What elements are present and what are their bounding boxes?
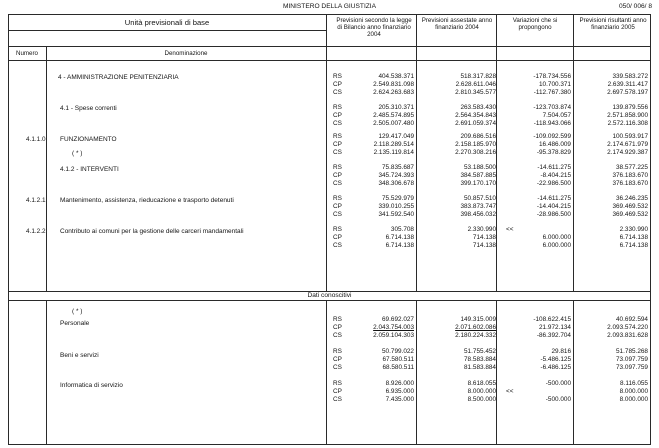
row-type: CP bbox=[333, 324, 342, 331]
row-denominazione: Beni e servizi bbox=[60, 352, 99, 359]
row-c3: -500.000 bbox=[545, 396, 571, 403]
row-type: CP bbox=[333, 388, 342, 395]
row-type: CS bbox=[333, 89, 342, 96]
row-c4: 2.639.311.417 bbox=[607, 81, 648, 88]
row-c3: 6.000.000 bbox=[542, 242, 571, 249]
col3-header: Variazioni che si propongono bbox=[512, 17, 558, 32]
row-c2: 8.500.000 bbox=[467, 396, 496, 403]
page-title: MINISTERO DELLA GIUSTIZIA bbox=[282, 3, 377, 10]
row-type: RS bbox=[333, 316, 342, 323]
row-c3: 6.000.000 bbox=[542, 234, 571, 241]
row-c1: 2.485.574.895 bbox=[373, 112, 414, 119]
denominazione-header: Denominazione bbox=[164, 50, 208, 57]
row-denominazione: 4.1.2 - INTERVENTI bbox=[60, 166, 119, 173]
row-c3: -109.092.599 bbox=[533, 133, 571, 140]
row-c3-marker: << bbox=[506, 226, 514, 233]
row-c3: -5.486.125 bbox=[540, 356, 571, 363]
row-c2: 2.180.224.332 bbox=[455, 332, 496, 339]
row-c4: 369.469.532 bbox=[612, 211, 648, 218]
row-note-marker: ( * ) bbox=[72, 150, 83, 157]
row-c1: 67.580.511 bbox=[382, 356, 414, 363]
col-divider-types bbox=[326, 14, 327, 291]
row-type: RS bbox=[333, 164, 342, 171]
row-c4: 376.183.670 bbox=[612, 172, 648, 179]
row-c4: 139.879.556 bbox=[612, 104, 648, 111]
dati-conoscitivi-heading: Dati conoscitivi bbox=[307, 292, 352, 299]
row-c1: 345.724.393 bbox=[378, 172, 414, 179]
col-divider-types-lower bbox=[326, 300, 327, 445]
row-c1: 8.926.000 bbox=[385, 380, 414, 387]
row-numero: 4.1.1.0 bbox=[26, 136, 46, 143]
row-c4: 8.116.055 bbox=[620, 380, 648, 387]
row-c4: 2.174.929.387 bbox=[607, 149, 648, 156]
row-type: CS bbox=[333, 364, 342, 371]
row-c3: -14.611.275 bbox=[537, 164, 571, 171]
row-denominazione: Mantenimento, assistenza, rieducazione e trasporto detenuti bbox=[60, 197, 234, 204]
row-denominazione: Informatica di servizio bbox=[60, 382, 123, 389]
row-c4: 36.246.235 bbox=[616, 195, 648, 202]
page-reference: 050/ 006/ 8 bbox=[619, 3, 652, 10]
row-c4: 73.097.759 bbox=[616, 356, 648, 363]
row-type: CP bbox=[333, 112, 342, 119]
unita-divider-line bbox=[8, 30, 326, 31]
row-c4: 339.583.272 bbox=[612, 73, 648, 80]
row-c1: 2.505.007.480 bbox=[373, 120, 414, 127]
row-type: CS bbox=[333, 149, 342, 156]
row-c2: 8.618.055 bbox=[467, 380, 496, 387]
col4-header: Previsioni risultanti anno finanziario 2005 bbox=[579, 17, 647, 32]
row-c1: 2.135.119.814 bbox=[373, 149, 414, 156]
row-c2: 51.755.452 bbox=[464, 348, 496, 355]
row-numero: 4.1.2.2 bbox=[26, 228, 46, 235]
subheader-divider-line bbox=[8, 60, 651, 61]
row-c1: 50.799.022 bbox=[382, 348, 414, 355]
row-c3: 7.504.057 bbox=[542, 112, 571, 119]
row-c2: 2.628.611.046 bbox=[455, 81, 496, 88]
row-c4: 2.697.578.197 bbox=[607, 89, 648, 96]
row-c2: 398.456.032 bbox=[460, 211, 496, 218]
col-divider-2 bbox=[416, 14, 417, 291]
row-type: CS bbox=[333, 211, 342, 218]
row-c2: 2.270.308.216 bbox=[455, 149, 496, 156]
row-c1: 339.010.255 bbox=[378, 203, 414, 210]
row-c1: 6.714.138 bbox=[385, 234, 414, 241]
row-type: CP bbox=[333, 172, 342, 179]
row-c2: 149.315.009 bbox=[460, 316, 496, 323]
col-divider-3 bbox=[496, 14, 497, 291]
row-c3-marker: << bbox=[506, 388, 514, 395]
row-c2: 714.138 bbox=[472, 234, 496, 241]
dati-bottom-line bbox=[8, 300, 651, 301]
row-c4: 2.174.671.979 bbox=[607, 141, 648, 148]
row-c1: 2.549.831.098 bbox=[373, 81, 414, 88]
row-c4: 51.785.268 bbox=[616, 348, 648, 355]
row-denominazione: Personale bbox=[60, 320, 90, 327]
row-c3: -6.486.125 bbox=[540, 364, 571, 371]
row-c3: -123.703.874 bbox=[533, 104, 571, 111]
row-c4: 38.577.225 bbox=[616, 164, 648, 171]
row-c1: 305.708 bbox=[390, 226, 414, 233]
unita-header: Unità previsionali di base bbox=[124, 18, 210, 27]
row-c1: 348.306.678 bbox=[378, 180, 414, 187]
row-type: CP bbox=[333, 234, 342, 241]
row-c4: 376.183.670 bbox=[612, 180, 648, 187]
row-type: RS bbox=[333, 195, 342, 202]
col-divider-4-lower bbox=[573, 300, 574, 445]
row-denominazione: 4 - AMMINISTRAZIONE PENITENZIARIA bbox=[58, 74, 179, 81]
row-c4: 369.469.532 bbox=[612, 203, 648, 210]
row-type: RS bbox=[333, 348, 342, 355]
row-denominazione: 4.1 - Spese correnti bbox=[60, 105, 117, 112]
row-c4: 6.714.138 bbox=[619, 234, 648, 241]
row-c4: 2.093.831.628 bbox=[607, 332, 648, 339]
col-divider-numero-lower bbox=[46, 300, 47, 445]
row-c3: -28.986.500 bbox=[536, 211, 571, 218]
row-c2: 518.317.828 bbox=[460, 73, 496, 80]
row-c3: -118.943.066 bbox=[533, 120, 571, 127]
row-c2: 53.188.500 bbox=[464, 164, 496, 171]
row-type: CP bbox=[333, 81, 342, 88]
row-type: RS bbox=[333, 73, 342, 80]
dati-note-marker: ( * ) bbox=[72, 308, 83, 315]
row-c1: 2.043.754.003 bbox=[373, 324, 414, 331]
row-c3: -86.392.704 bbox=[536, 332, 571, 339]
row-denominazione: Contributo ai comuni per la gestione delle carceri mandamentali bbox=[60, 228, 244, 235]
row-type: RS bbox=[333, 104, 342, 111]
col-divider-3-lower bbox=[496, 300, 497, 445]
row-c2: 50.857.510 bbox=[464, 195, 496, 202]
row-c3: -108.622.415 bbox=[533, 316, 571, 323]
header-divider-line bbox=[8, 46, 651, 47]
row-c1: 68.580.511 bbox=[382, 364, 414, 371]
col2-header: Previsioni assestate anno finanziario 2004 bbox=[421, 17, 493, 32]
row-type: CS bbox=[333, 396, 342, 403]
row-c2: 399.170.170 bbox=[460, 180, 496, 187]
row-c2: 2.330.990 bbox=[467, 226, 496, 233]
row-type: RS bbox=[333, 380, 342, 387]
row-c1: 75.529.979 bbox=[382, 195, 414, 202]
row-numero: 4.1.2.1 bbox=[26, 197, 46, 204]
row-c3: 29.816 bbox=[551, 348, 571, 355]
row-c4: 2.572.116.308 bbox=[607, 120, 648, 127]
row-c4: 73.097.759 bbox=[616, 364, 648, 371]
row-c1: 75.835.687 bbox=[382, 164, 414, 171]
row-c2: 2.158.185.970 bbox=[455, 141, 496, 148]
row-c1: 69.692.027 bbox=[382, 316, 414, 323]
row-c1: 6.935.000 bbox=[385, 388, 414, 395]
row-type: CS bbox=[333, 120, 342, 127]
row-c1: 2.118.289.514 bbox=[373, 141, 414, 148]
row-c1: 2.059.104.303 bbox=[373, 332, 414, 339]
row-type: CP bbox=[333, 203, 342, 210]
row-type: CS bbox=[333, 180, 342, 187]
row-c2: 714.138 bbox=[472, 242, 496, 249]
row-denominazione: FUNZIONAMENTO bbox=[60, 136, 117, 143]
numero-header: Numero bbox=[15, 50, 38, 57]
row-c2: 78.583.884 bbox=[464, 356, 496, 363]
row-c4: 40.692.594 bbox=[616, 316, 648, 323]
row-type: CP bbox=[333, 356, 342, 363]
row-c4: 6.714.138 bbox=[619, 242, 648, 249]
col-divider-2-lower bbox=[416, 300, 417, 445]
row-c4: 2.571.858.900 bbox=[607, 112, 648, 119]
row-c2: 2.071.602.086 bbox=[455, 324, 496, 331]
row-c1: 6.714.138 bbox=[385, 242, 414, 249]
col-divider-numero bbox=[46, 46, 47, 291]
row-c1: 129.417.049 bbox=[378, 133, 414, 140]
col-divider-4 bbox=[573, 14, 574, 291]
row-c1: 404.538.371 bbox=[378, 73, 414, 80]
row-c2: 8.000.000 bbox=[467, 388, 496, 395]
row-c3: 10.700.371 bbox=[539, 81, 571, 88]
row-c3: -14.404.215 bbox=[536, 203, 571, 210]
row-c2: 2.691.059.374 bbox=[455, 120, 496, 127]
row-type: RS bbox=[333, 226, 342, 233]
row-c4: 100.593.917 bbox=[612, 133, 648, 140]
row-c1: 205.310.371 bbox=[378, 104, 414, 111]
row-c2: 383.873.747 bbox=[460, 203, 496, 210]
row-c4: 8.000.000 bbox=[619, 388, 648, 395]
row-c2: 2.810.345.577 bbox=[455, 89, 496, 96]
row-c3: -14.611.275 bbox=[537, 195, 571, 202]
row-c4: 8.000.000 bbox=[619, 396, 648, 403]
row-c3: 21.972.134 bbox=[539, 324, 571, 331]
row-c1: 2.624.263.683 bbox=[373, 89, 414, 96]
row-type: CS bbox=[333, 242, 342, 249]
row-c3: 16.486.009 bbox=[539, 141, 571, 148]
row-c1: 7.435.000 bbox=[385, 396, 414, 403]
row-c2: 2.564.354.843 bbox=[455, 112, 496, 119]
row-c2: 209.686.516 bbox=[460, 133, 496, 140]
row-c1: 341.592.540 bbox=[378, 211, 414, 218]
row-c2: 81.583.884 bbox=[464, 364, 496, 371]
row-type: CP bbox=[333, 141, 342, 148]
row-c3: -22.986.500 bbox=[536, 180, 571, 187]
row-c2: 384.587.885 bbox=[460, 172, 496, 179]
row-c3: -112.767.380 bbox=[533, 89, 571, 96]
row-c3: -8.404.215 bbox=[540, 172, 571, 179]
row-type: CS bbox=[333, 332, 342, 339]
row-type: RS bbox=[333, 133, 342, 140]
row-c3: -95.378.829 bbox=[536, 149, 571, 156]
row-c4: 2.330.990 bbox=[619, 226, 648, 233]
row-c2: 263.583.430 bbox=[460, 104, 496, 111]
row-c3: -500.000 bbox=[545, 380, 571, 387]
row-c3: -178.734.556 bbox=[533, 73, 571, 80]
col1-header: Previsioni secondo la legge di Bilancio anno finanziario 2004 bbox=[336, 17, 412, 39]
row-c4: 2.093.574.220 bbox=[607, 324, 648, 331]
